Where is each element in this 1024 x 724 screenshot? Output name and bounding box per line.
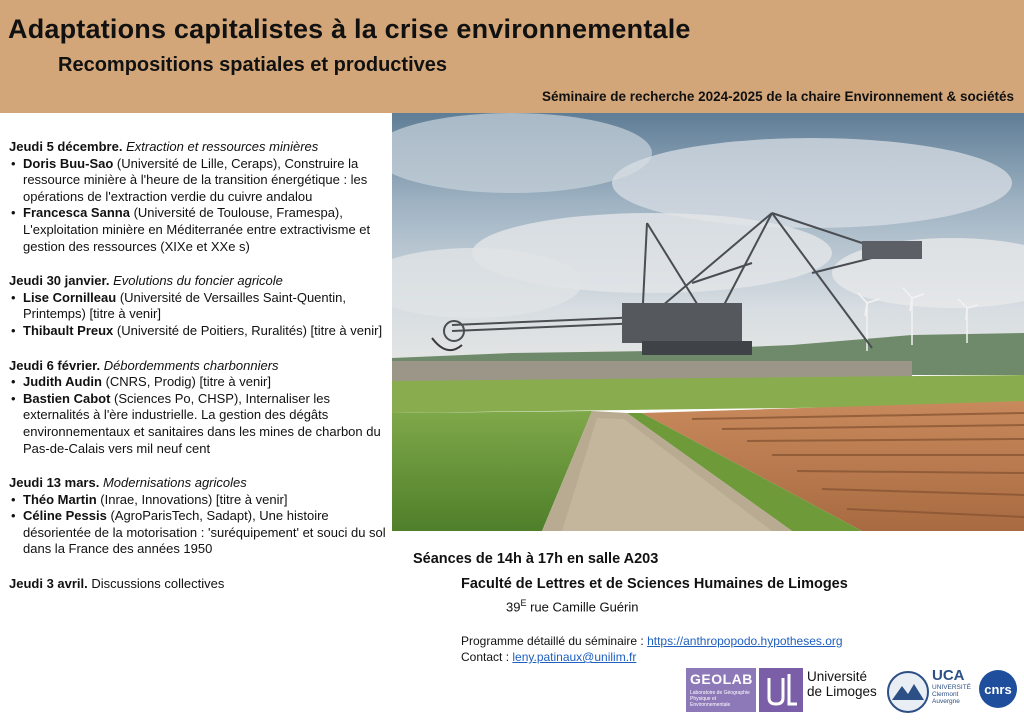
program-list [9,139,389,611]
session [9,576,389,593]
talk-detail: (Université de Toulouse, Framespa), L'exploitation minière en Méditerranée entre extractivisme et gestion des ressources (XIXe et XXe s) [23,205,371,254]
speaker-name: Céline Pessis [23,508,107,524]
bucket-wheel-excavator-landscape [392,113,1024,531]
uca-logo [886,666,936,714]
speaker-name: Bastien Cabot [23,390,111,406]
program-line [461,633,843,649]
unilim-emblem [759,668,803,712]
geolab-subtext: Laboratoire de Géographie Physique et Environnementale [690,690,750,708]
talk-list [9,290,389,340]
venue-time-room: Séances de 14h à 17h en salle A203 [413,551,659,567]
address-superscript: E [520,598,527,608]
cnrs-logo [978,669,1018,709]
excavator-photo [392,113,1024,531]
contact-info [461,633,843,665]
talk-list [9,492,389,558]
session-theme: Modernisations agricoles [102,475,247,491]
talk-list [9,374,389,457]
ul-monogram-icon [759,668,803,712]
cnrs-text: cnrs [984,682,1012,697]
talk-detail: (Université de Lille, Ceraps), Construire la ressource minière à l'heure de la transition énergétique : les opérations de l'extraction verdie du cuivre andalou [23,155,368,204]
speaker-name: Théo Martin [23,491,97,507]
page-title: Adaptations capitalistes à la crise environnementale [8,14,691,44]
uca-subtext: UNIVERSITÉ Clermont Auvergne [932,684,972,705]
session-theme: Discussions collectives [91,576,225,592]
talk-item [9,492,389,509]
talk-detail: (Université de Versailles Saint-Quentin, Printemps) [titre à venir] [23,289,346,322]
talk-detail: (Sciences Po, CHSP), Internaliser les externalités à l'ère industrielle. La gestion des dégâts environnementaux et sanitaires dans les mines de charbon du Pas-de-Calais vers mil neuf cent [23,390,381,456]
cnrs-globe-icon [978,669,1018,709]
partner-logos [686,664,1022,716]
session-date: Jeudi 3 avril. [9,576,88,592]
session-theme: Débordemments charbonniers [103,357,279,373]
talk-detail: (AgroParisTech, Sadapt), Une histoire désorientée de la motorisation : 'suréquipement' et souci du sol dans la France des années 1950 [23,508,386,557]
session-heading [9,358,389,375]
unilim-line1: Université [807,669,868,684]
venue-faculty: Faculté de Lettres et de Sciences Humaines de Limoges [461,576,848,592]
program-label: Programme détaillé du séminaire : [461,634,648,648]
session-date: Jeudi 6 février. [9,357,101,373]
session [9,273,389,339]
session-heading [9,576,389,593]
speaker-name: Doris Buu-Sao [23,155,114,171]
session-theme: Extraction et ressources minières [126,139,319,154]
talk-item [9,156,389,206]
talk-item [9,323,389,340]
talk-item [9,205,389,255]
talk-item [9,290,389,323]
venue-address [506,598,638,614]
speaker-name: Francesca Sanna [23,205,130,221]
talk-list [9,156,389,256]
session-date: Jeudi 5 décembre. [9,139,123,154]
session-heading [9,475,389,492]
geolab-logo [686,668,756,712]
talk-item [9,391,389,457]
uca-letters: UCA [932,667,965,684]
talk-item [9,374,389,391]
unilim-logo [807,669,877,699]
header-banner [0,0,1024,113]
session [9,358,389,458]
contact-label: Contact : [461,650,513,664]
talk-detail: (Inrae, Innovations) [titre à venir] [96,491,288,507]
session [9,475,389,558]
address-number: 39 [506,599,521,615]
speaker-name: Thibault Preux [23,322,114,338]
geolab-wordmark: GEOLAB [690,671,753,687]
program-link[interactable]: https://anthropopodo.hypotheses.org [647,634,843,648]
talk-detail: (CNRS, Prodig) [titre à venir] [101,374,271,390]
talk-detail: (Université de Poitiers, Ruralités) [titre à venir] [113,322,383,338]
speaker-name: Judith Audin [23,374,102,390]
unilim-line2: de Limoges [807,684,877,699]
session [9,139,389,255]
page-subtitle: Recompositions spatiales et productives [58,54,447,76]
session-theme: Evolutions du foncier agricole [113,273,283,289]
session-heading [9,273,389,290]
speaker-name: Lise Cornilleau [23,289,117,305]
contact-email-link[interactable]: leny.patinaux@unilim.fr [512,650,637,664]
session-date: Jeudi 13 mars. [9,475,100,491]
talk-item [9,508,389,558]
session-heading [9,139,389,156]
seminar-line: Séminaire de recherche 2024-2025 de la chaire Environnement & sociétés [542,89,1014,104]
uca-wordmark [932,667,976,713]
address-street: rue Camille Guérin [526,599,639,615]
uca-mountain-icon [886,666,936,714]
session-date: Jeudi 30 janvier. [9,273,110,289]
contact-line [461,649,843,665]
